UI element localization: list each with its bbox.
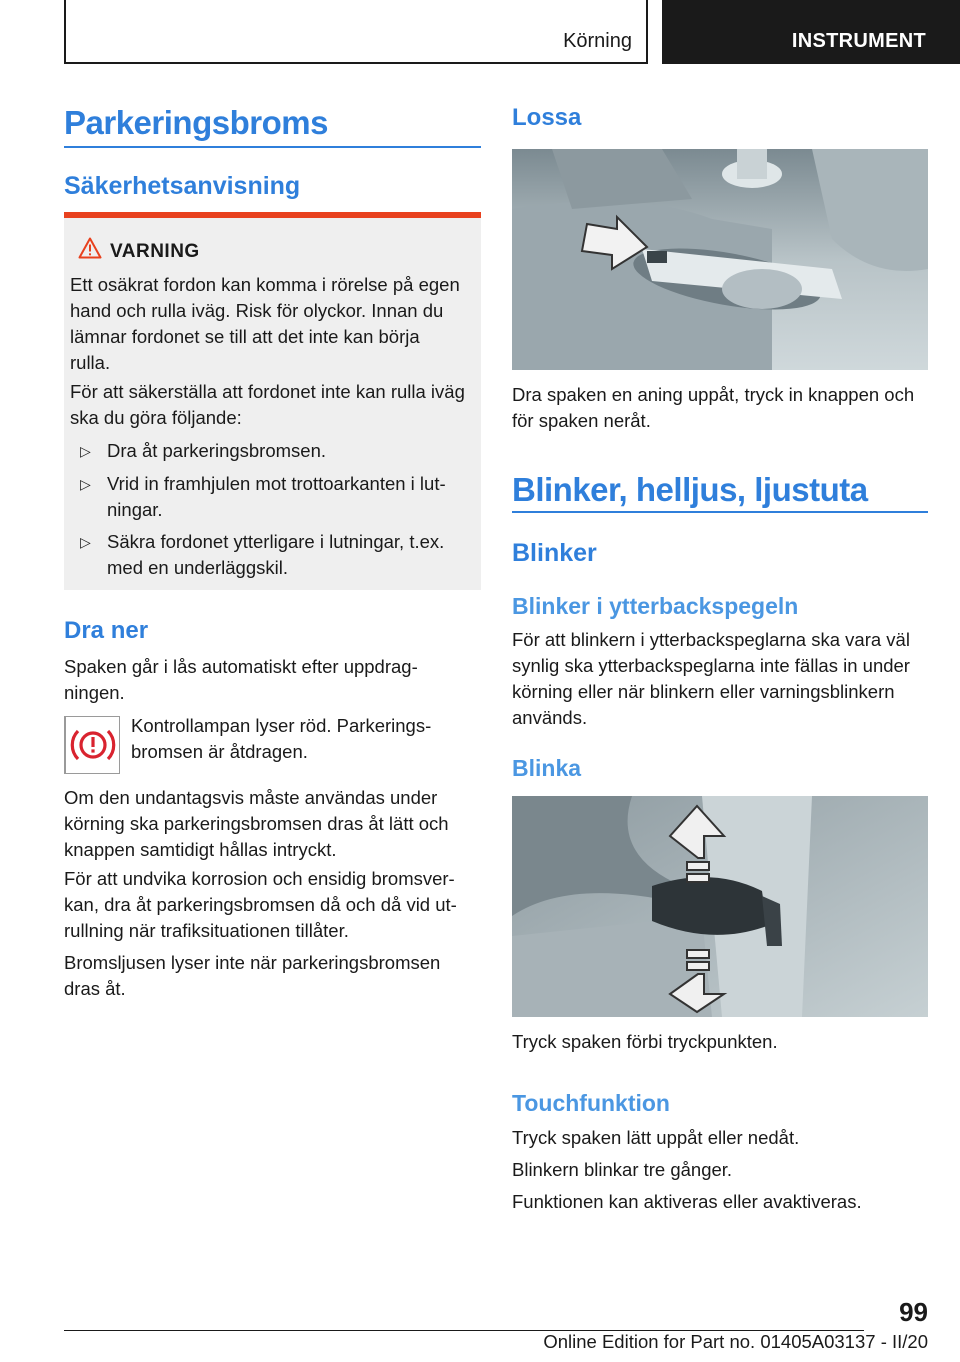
- warning-label: VARNING: [110, 241, 200, 262]
- chapter-tab: [662, 0, 960, 64]
- paragraph-brakelights: [64, 950, 481, 1002]
- warning-paragraph-1: [70, 272, 478, 376]
- blinker-heading: Blinker: [512, 539, 597, 567]
- text-line: Säkra fordonet ytterligare i lutningar, t.ex.: [107, 531, 445, 552]
- text-line: knappen samtidigt hållas intryckt.: [64, 839, 337, 860]
- footer-edition: Online Edition for Part no. 01405A03137 - II/20: [543, 1331, 928, 1352]
- text-line: körning eller när blinkern eller varningsblinkern: [512, 681, 895, 702]
- text-line: med en underläggskil.: [107, 557, 288, 578]
- touch-line-1: Tryck spaken lätt uppåt eller nedåt.: [512, 1127, 800, 1148]
- blink-caption: Tryck spaken förbi tryckpunkten.: [512, 1031, 778, 1052]
- mirror-text: [512, 627, 928, 731]
- page-number: 99: [899, 1297, 928, 1327]
- text-line: ningen.: [64, 682, 125, 703]
- text-line: används.: [512, 707, 588, 728]
- pull-heading: Dra ner: [64, 617, 149, 644]
- release-caption: [512, 382, 928, 434]
- paragraph-corrosion: [64, 866, 481, 944]
- pull-text: [64, 654, 481, 706]
- release-heading: Lossa: [512, 104, 582, 131]
- text-line: Kontrollampan lyser röd. Parkerings-: [131, 715, 432, 736]
- warning-bullet-2: [107, 471, 477, 523]
- text-line: Vrid in framhjulen mot trottoarkanten i lut-: [107, 473, 446, 494]
- page-header: [0, 0, 960, 66]
- warning-paragraph-2: [70, 379, 478, 431]
- text-line: Bromsljusen lyser inte när parkeringsbromsen: [64, 952, 441, 973]
- section-tab: [64, 0, 648, 64]
- warning-triangle-icon: [78, 237, 102, 259]
- text-line: Dra spaken en aning uppåt, tryck in knappen och: [512, 384, 915, 405]
- text-line: lämnar fordonet se till att det inte kan börja: [70, 326, 420, 347]
- text-line: Ett osäkrat fordon kan komma i rörelse på egen: [70, 274, 460, 295]
- text-line: dras åt.: [64, 978, 126, 999]
- turn-signal-stalk-photo: [512, 796, 928, 1017]
- parking-brake-warning-icon: [66, 717, 120, 773]
- text-line: Om den undantagsvis måste användas under: [64, 787, 438, 808]
- section-rule: [512, 511, 928, 513]
- warning-bullet-1: [107, 438, 477, 464]
- text-line: För att undvika korrosion och ensidig bromsver-: [64, 868, 455, 889]
- text-line: ska du göra följande:: [70, 407, 242, 428]
- chapter-label: INSTRUMENT: [791, 30, 926, 52]
- text-line: Dra åt parkeringsbromsen.: [107, 440, 327, 461]
- text-line: Spaken går i lås automatiskt efter uppdrag-: [64, 656, 418, 677]
- handbrake-release-photo: [512, 149, 928, 370]
- touch-line-3: Funktionen kan aktiveras eller avaktiveras.: [512, 1191, 862, 1212]
- text-line: bromsen är åtdragen.: [131, 741, 308, 762]
- text-line: körning ska parkeringsbromsen dras åt lätt och: [64, 813, 449, 834]
- paragraph-emergency: [64, 785, 481, 863]
- lamp-description: [131, 713, 481, 765]
- bullet-triangle-icon: ▷: [80, 443, 91, 459]
- page-title: Parkeringsbroms: [64, 104, 328, 141]
- bullet-triangle-icon: ▷: [80, 534, 91, 550]
- text-line: För att säkerställa att fordonet inte kan rulla iväg: [70, 381, 465, 402]
- warning-bullet-3: [107, 529, 477, 581]
- blink-heading: Blinka: [512, 755, 582, 781]
- touch-heading: Touchfunktion: [512, 1090, 670, 1116]
- text-line: rulla.: [70, 352, 111, 373]
- text-line: hand och rulla iväg. Risk för olyckor. Innan du: [70, 300, 444, 321]
- safety-heading: Säkerhetsanvisning: [64, 172, 301, 200]
- touch-line-2: Blinkern blinkar tre gånger.: [512, 1159, 733, 1180]
- section-label: Körning: [563, 30, 632, 52]
- section-title-blinker: Blinker, helljus, ljustuta: [512, 471, 868, 508]
- text-line: synlig ska ytterbackspeglarna inte fällas in under: [512, 655, 910, 676]
- text-line: För att blinkern i ytterbackspeglarna ska vara väl: [512, 629, 910, 650]
- text-line: för spaken neråt.: [512, 410, 651, 431]
- bullet-triangle-icon: ▷: [80, 476, 91, 492]
- text-line: rullning när trafiksituationen tillåter.: [64, 920, 349, 941]
- title-rule: [64, 146, 481, 148]
- text-line: kan, dra åt parkeringsbromsen då och då vid ut-: [64, 894, 457, 915]
- parking-brake-lamp: [64, 716, 120, 774]
- text-line: ningar.: [107, 499, 163, 520]
- mirror-heading: Blinker i ytterbackspegeln: [512, 593, 799, 619]
